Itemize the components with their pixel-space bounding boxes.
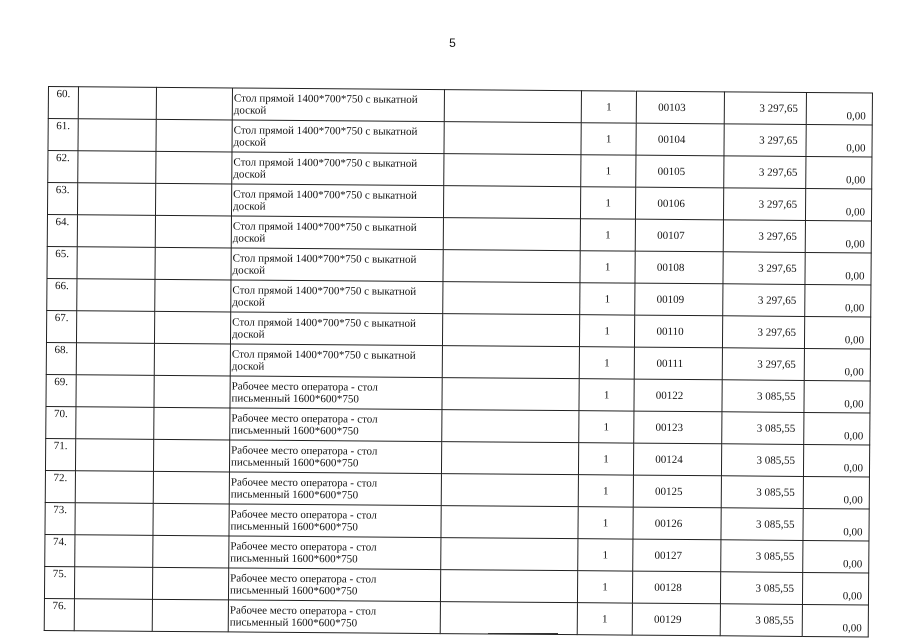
price-cell: 3 297,65 — [722, 316, 804, 349]
quantity-cell: 1 — [579, 347, 634, 379]
empty-cell — [78, 87, 156, 120]
quantity-cell: 1 — [579, 315, 634, 347]
residual-value-cell: 0,00 — [806, 156, 872, 189]
quantity-cell: 1 — [577, 603, 632, 635]
empty-cell — [75, 439, 153, 472]
empty-cell — [76, 375, 154, 408]
empty-cell — [442, 378, 579, 411]
empty-cell — [443, 218, 580, 251]
row-number-cell: 70. — [46, 406, 76, 438]
page-number: 5 — [449, 36, 456, 50]
empty-cell — [75, 535, 153, 568]
empty-cell — [444, 90, 581, 123]
empty-cell — [156, 87, 232, 120]
item-name-cell: Рабочее место оператора - стол письменный 1600*600*750 — [228, 568, 440, 602]
item-name-cell: Рабочее место оператора - стол письменный 1600*600*750 — [229, 440, 441, 474]
quantity-cell: 1 — [579, 379, 634, 411]
row-number-cell: 65. — [47, 246, 77, 278]
item-name-cell: Стол прямой 1400*700*750 с выкатной доской — [231, 216, 443, 250]
empty-cell — [153, 535, 229, 568]
quantity-cell: 1 — [578, 507, 633, 539]
residual-value-cell: 0,00 — [803, 540, 869, 573]
row-number-cell: 71. — [45, 438, 75, 470]
empty-cell — [75, 503, 153, 536]
quantity-cell: 1 — [581, 123, 636, 155]
empty-cell — [155, 215, 231, 248]
inventory-code-cell: 00107 — [635, 219, 723, 252]
inventory-code-cell: 00103 — [636, 91, 724, 124]
empty-cell — [155, 247, 231, 280]
empty-cell — [441, 442, 578, 475]
row-number-cell: 73. — [45, 502, 75, 534]
empty-cell — [154, 407, 230, 440]
empty-cell — [443, 186, 580, 219]
empty-cell — [77, 279, 155, 312]
price-cell: 3 297,65 — [723, 252, 805, 285]
empty-cell — [444, 122, 581, 155]
residual-value-cell: 0,00 — [804, 380, 870, 413]
price-cell: 3 085,55 — [721, 508, 803, 541]
residual-value-cell: 0,00 — [806, 92, 872, 125]
inventory-code-cell: 00104 — [636, 123, 724, 156]
item-name-cell: Рабочее место оператора - стол письменный 1600*600*750 — [229, 472, 441, 506]
residual-value-cell: 0,00 — [803, 444, 869, 477]
inventory-table-container — [44, 86, 872, 637]
price-cell: 3 297,65 — [724, 92, 806, 125]
footer-line — [488, 633, 558, 634]
row-number-cell: 60. — [48, 87, 78, 119]
inventory-code-cell: 00110 — [634, 315, 722, 348]
empty-cell — [77, 247, 155, 280]
residual-value-cell: 0,00 — [806, 124, 872, 157]
empty-cell — [152, 599, 228, 632]
item-name-cell: Стол прямой 1400*700*750 с выкатной доской — [232, 152, 444, 186]
price-cell: 3 085,55 — [721, 540, 803, 573]
empty-cell — [76, 311, 154, 344]
price-cell: 3 085,55 — [721, 444, 803, 477]
empty-cell — [444, 154, 581, 187]
residual-value-cell: 0,00 — [805, 220, 871, 253]
item-name-cell: Стол прямой 1400*700*750 с выкатной доской — [231, 184, 443, 218]
quantity-cell: 1 — [578, 475, 633, 507]
item-name-cell: Стол прямой 1400*700*750 с выкатной доской — [232, 120, 444, 154]
item-name-cell: Рабочее место оператора - стол письменный 1600*600*750 — [229, 536, 441, 570]
empty-cell — [442, 346, 579, 379]
price-cell: 3 297,65 — [722, 348, 804, 381]
row-number-cell: 62. — [48, 151, 78, 183]
residual-value-cell: 0,00 — [803, 508, 869, 541]
empty-cell — [152, 567, 228, 600]
residual-value-cell: 0,00 — [805, 284, 871, 317]
empty-cell — [77, 183, 155, 216]
empty-cell — [443, 250, 580, 283]
residual-value-cell: 0,00 — [804, 412, 870, 445]
empty-cell — [441, 538, 578, 571]
inventory-code-cell: 00123 — [634, 411, 722, 444]
table-body — [44, 87, 872, 637]
row-number-cell: 61. — [48, 119, 78, 151]
empty-cell — [78, 151, 156, 184]
residual-value-cell: 0,00 — [803, 476, 869, 509]
item-name-cell: Стол прямой 1400*700*750 с выкатной доской — [230, 312, 442, 346]
residual-value-cell: 0,00 — [802, 604, 868, 637]
empty-cell — [75, 471, 153, 504]
row-number-cell: 64. — [47, 214, 77, 246]
price-cell: 3 085,55 — [722, 380, 804, 413]
inventory-code-cell: 00126 — [633, 507, 721, 540]
price-cell: 3 297,65 — [724, 124, 806, 157]
inventory-code-cell: 00124 — [633, 443, 721, 476]
empty-cell — [76, 407, 154, 440]
quantity-cell: 1 — [579, 411, 634, 443]
quantity-cell: 1 — [580, 283, 635, 315]
empty-cell — [440, 570, 577, 603]
quantity-cell: 1 — [578, 539, 633, 571]
empty-cell — [155, 279, 231, 312]
empty-cell — [76, 343, 154, 376]
row-number-cell: 76. — [44, 598, 74, 630]
row-number-cell: 75. — [44, 566, 74, 598]
price-cell: 3 297,65 — [723, 284, 805, 317]
empty-cell — [442, 410, 579, 443]
inventory-code-cell: 00108 — [635, 251, 723, 284]
quantity-cell: 1 — [580, 187, 635, 219]
empty-cell — [77, 215, 155, 248]
empty-cell — [154, 375, 230, 408]
residual-value-cell: 0,00 — [804, 348, 870, 381]
inventory-table — [44, 86, 873, 637]
empty-cell — [440, 602, 577, 635]
item-name-cell: Стол прямой 1400*700*750 с выкатной доской — [231, 248, 443, 282]
inventory-code-cell: 00129 — [632, 603, 720, 636]
inventory-code-cell: 00122 — [634, 379, 722, 412]
residual-value-cell: 0,00 — [805, 252, 871, 285]
inventory-code-cell: 00125 — [633, 475, 721, 508]
empty-cell — [442, 314, 579, 347]
item-name-cell: Рабочее место оператора - стол письменный 1600*600*750 — [230, 376, 442, 410]
price-cell: 3 297,65 — [723, 220, 805, 253]
inventory-code-cell: 00111 — [634, 347, 722, 380]
price-cell: 3 085,55 — [721, 476, 803, 509]
inventory-code-cell: 00128 — [632, 571, 720, 604]
quantity-cell: 1 — [581, 91, 636, 123]
empty-cell — [441, 474, 578, 507]
row-number-cell: 67. — [46, 310, 76, 342]
empty-cell — [154, 343, 230, 376]
quantity-cell: 1 — [580, 251, 635, 283]
empty-cell — [154, 311, 230, 344]
empty-cell — [443, 282, 580, 315]
empty-cell — [155, 183, 231, 216]
inventory-code-cell: 00109 — [635, 283, 723, 316]
empty-cell — [153, 471, 229, 504]
row-number-cell: 74. — [45, 534, 75, 566]
residual-value-cell: 0,00 — [802, 572, 868, 605]
empty-cell — [74, 599, 152, 632]
item-name-cell: Рабочее место оператора - стол письменный 1600*600*750 — [229, 504, 441, 538]
item-name-cell: Стол прямой 1400*700*750 с выкатной доской — [231, 280, 443, 314]
residual-value-cell: 0,00 — [805, 188, 871, 221]
item-name-cell: Рабочее место оператора - стол письменный 1600*600*750 — [228, 600, 440, 634]
empty-cell — [78, 119, 156, 152]
price-cell: 3 085,55 — [720, 572, 802, 605]
price-cell: 3 297,65 — [724, 156, 806, 189]
inventory-code-cell: 00106 — [635, 187, 723, 220]
inventory-code-cell: 00105 — [636, 155, 724, 188]
quantity-cell: 1 — [578, 443, 633, 475]
row-number-cell: 68. — [46, 342, 76, 374]
row-number-cell: 66. — [47, 278, 77, 310]
inventory-code-cell: 00127 — [633, 539, 721, 572]
item-name-cell: Рабочее место оператора - стол письменный 1600*600*750 — [230, 408, 442, 442]
empty-cell — [153, 439, 229, 472]
row-number-cell: 72. — [45, 470, 75, 502]
row-number-cell: 63. — [47, 183, 77, 215]
table-row — [44, 598, 868, 636]
residual-value-cell: 0,00 — [804, 316, 870, 349]
empty-cell — [156, 119, 232, 152]
quantity-cell: 1 — [577, 571, 632, 603]
item-name-cell: Стол прямой 1400*700*750 с выкатной доской — [232, 88, 444, 122]
quantity-cell: 1 — [580, 219, 635, 251]
empty-cell — [156, 151, 232, 184]
price-cell: 3 085,55 — [722, 412, 804, 445]
empty-cell — [74, 567, 152, 600]
price-cell: 3 085,55 — [720, 604, 802, 637]
empty-cell — [441, 506, 578, 539]
quantity-cell: 1 — [581, 155, 636, 187]
row-number-cell: 69. — [46, 374, 76, 406]
empty-cell — [153, 503, 229, 536]
price-cell: 3 297,65 — [723, 188, 805, 221]
item-name-cell: Стол прямой 1400*700*750 с выкатной доской — [230, 344, 442, 378]
